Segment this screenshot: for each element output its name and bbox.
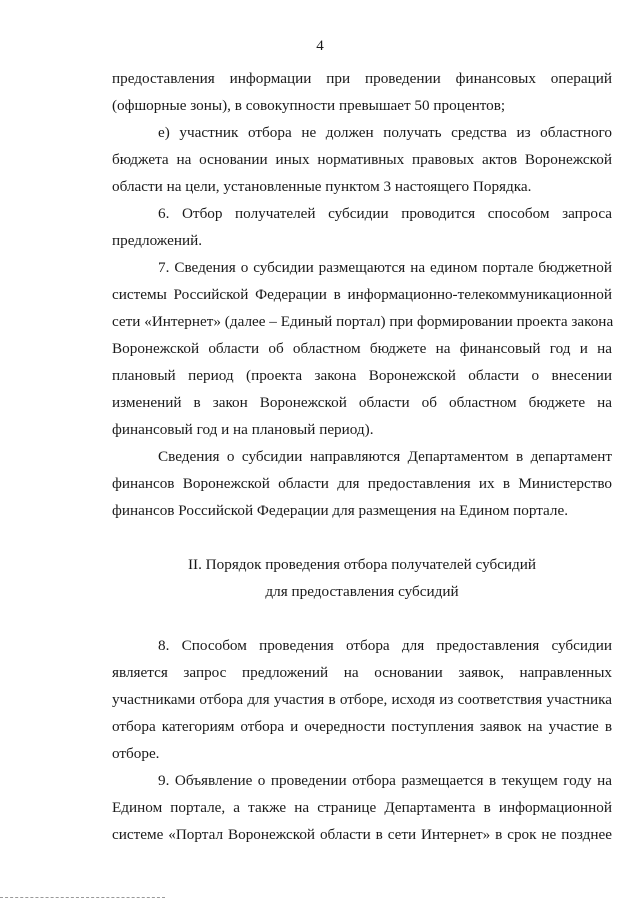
text-line: системе «Портал Воронежской области в сети Интернет» в срок не позднее bbox=[112, 826, 612, 843]
text-line: является запрос предложений на основании заявок, направленных bbox=[112, 664, 612, 681]
text-line: участниками отбора для участия в отборе, исходя из соответствия участника bbox=[112, 691, 612, 708]
text-line: финансов Российской Федерации для размещения на Едином портале. bbox=[112, 502, 569, 519]
text-line: 6. Отбор получателей субсидии проводится способом запроса bbox=[158, 205, 612, 222]
text-line: (офшорные зоны), в совокупности превышает 50 процентов; bbox=[112, 97, 506, 114]
text-line: 9. Объявление о проведении отбора размещается в текущем году на bbox=[158, 772, 612, 789]
text-line: финансов Воронежской области для предоставления их в Министерство bbox=[112, 475, 612, 492]
text-line: отбора категориям отбора и очередности поступления заявок на участие в bbox=[112, 718, 612, 735]
section-heading-subtitle: для предоставления субсидий bbox=[265, 583, 459, 600]
text-line: 7. Сведения о субсидии размещаются на едином портале бюджетной bbox=[158, 259, 612, 276]
text-line: отборе. bbox=[112, 745, 160, 762]
text-line: Едином портале, а также на странице Департамента в информационной bbox=[112, 799, 612, 816]
page-number: 4 bbox=[316, 38, 324, 54]
footer-rule bbox=[0, 897, 165, 898]
text-line: системы Российской Федерации в информационно-телекоммуникационной bbox=[112, 286, 612, 303]
text-line: области на цели, установленные пунктом 3 настоящего Порядка. bbox=[112, 178, 532, 195]
text-line: изменений в закон Воронежской области об областном бюджете на bbox=[112, 394, 612, 411]
text-line: е) участник отбора не должен получать средства из областного bbox=[158, 124, 612, 141]
text-line: 8. Способом проведения отбора для предоставления субсидии bbox=[158, 637, 612, 654]
section-heading: II. Порядок проведения отбора получателей субсидий bbox=[187, 556, 537, 573]
text-line: Воронежской области об областном бюджете на финансовый год и на bbox=[112, 340, 612, 357]
text-line: предоставления информации при проведении финансовых операций bbox=[112, 70, 612, 87]
text-line: Сведения о субсидии направляются Департаментом в департамент bbox=[158, 448, 612, 465]
text-line: предложений. bbox=[112, 232, 202, 249]
text-line: бюджета на основании иных нормативных правовых актов Воронежской bbox=[112, 151, 612, 168]
text-line: финансовый год и на плановый период). bbox=[112, 421, 374, 438]
text-line: плановый период (проекта закона Воронежской области о внесении bbox=[112, 367, 612, 384]
text-line: сети «Интернет» (далее – Единый портал) при формировании проекта закона bbox=[112, 313, 614, 330]
